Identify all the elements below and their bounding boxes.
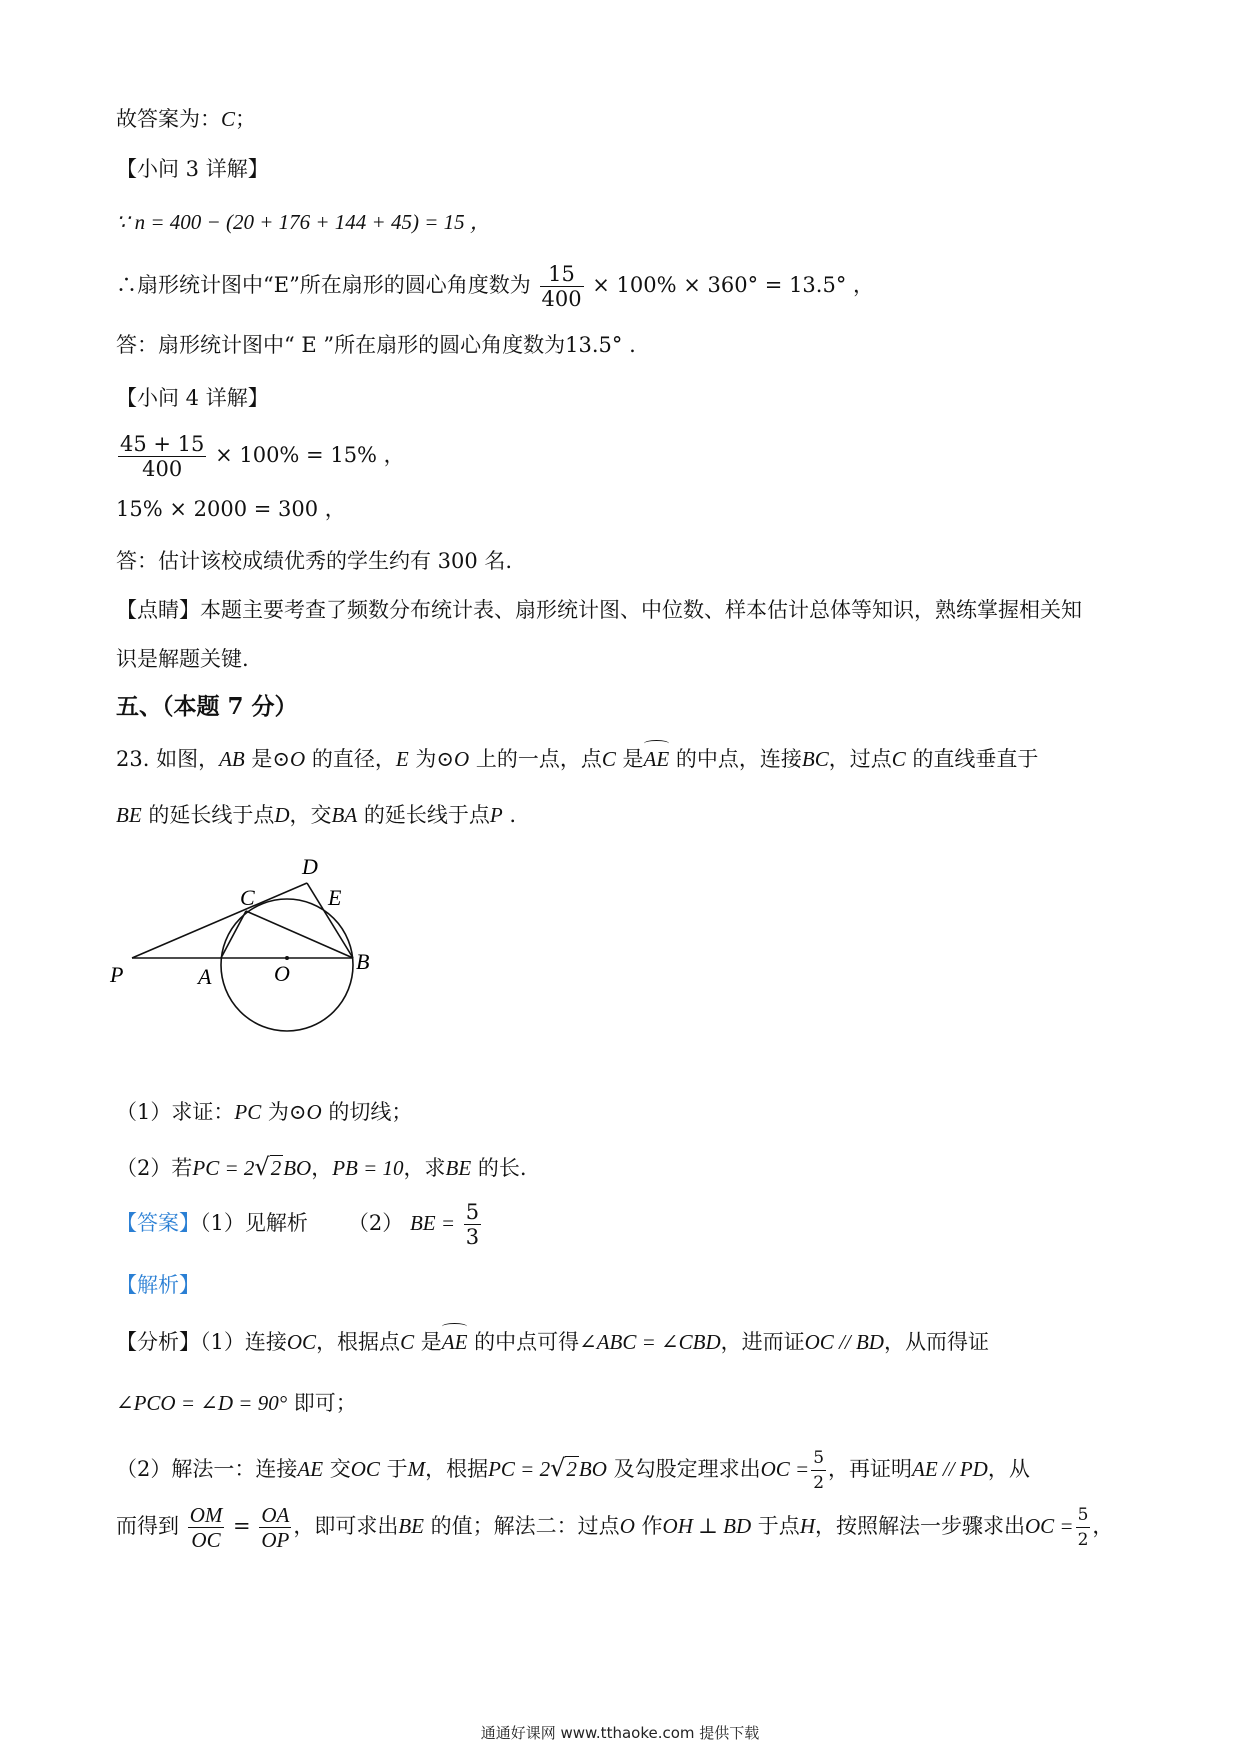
numerator: 5 bbox=[1076, 1503, 1091, 1528]
math: BE bbox=[398, 1514, 424, 1538]
sqrt-sign: √ bbox=[550, 1454, 566, 1482]
math: PC = 2 bbox=[192, 1156, 255, 1180]
arc-ae: AE bbox=[644, 744, 670, 774]
denominator: 400 bbox=[142, 457, 183, 481]
label-a: A bbox=[198, 964, 212, 989]
text: 即可； bbox=[287, 1391, 357, 1415]
math: H bbox=[799, 1514, 815, 1538]
math: O bbox=[619, 1514, 635, 1538]
text: （1）见解析 bbox=[200, 1211, 308, 1235]
text: 的延长线于点 bbox=[141, 803, 275, 827]
q4-equation-2: 15% × 2000 = 300 ， bbox=[116, 497, 346, 521]
text: 作 bbox=[634, 1514, 663, 1538]
math: PC bbox=[234, 1100, 262, 1124]
jiexi-tag: 【解析】 bbox=[116, 1273, 200, 1297]
sub-question-2 bbox=[116, 1152, 527, 1183]
label-c: C bbox=[240, 885, 255, 910]
q4-heading: 【小问 4 详解】 bbox=[116, 386, 269, 410]
text: 【分析】（1）连接 bbox=[116, 1330, 287, 1354]
denominator: OC bbox=[191, 1528, 221, 1552]
answer-line bbox=[116, 1200, 483, 1249]
text: ，求 bbox=[403, 1156, 446, 1180]
math: ∠ABC = ∠CBD bbox=[579, 1330, 721, 1354]
text: 的中点，连接 bbox=[669, 747, 802, 771]
text: ，根据 bbox=[425, 1457, 489, 1481]
text: （2） bbox=[347, 1211, 404, 1235]
text: 的长. bbox=[471, 1156, 527, 1180]
math: BE = bbox=[409, 1211, 456, 1235]
q3-answer: 答：扇形统计图中“ E ”所在扇形的圆心角度数为13.5° . bbox=[116, 333, 636, 357]
text: 的中点可得 bbox=[467, 1330, 580, 1354]
text: 的延长线于点 bbox=[357, 803, 490, 827]
footer-watermark: 通通好课网 www.tthaoke.com 提供下载 bbox=[480, 1724, 760, 1742]
text: 而得到 bbox=[116, 1514, 179, 1538]
text: 的切线； bbox=[321, 1100, 413, 1124]
label-p: P bbox=[110, 962, 124, 987]
fenxi-line-2 bbox=[116, 1388, 357, 1418]
sub-question-1 bbox=[116, 1097, 412, 1127]
math: E bbox=[395, 747, 409, 771]
numerator: 5 bbox=[811, 1446, 826, 1471]
q4-answer: 答：估计该校成绩优秀的学生约有 300 名. bbox=[116, 549, 513, 573]
text: . bbox=[502, 803, 517, 827]
solution-line-2 bbox=[116, 1503, 1113, 1552]
math: PC = 2 bbox=[488, 1457, 551, 1481]
numerator: 45 + 15 bbox=[120, 432, 205, 456]
center-dot bbox=[285, 956, 289, 960]
fraction bbox=[811, 1446, 826, 1495]
text: ，进而证 bbox=[720, 1330, 805, 1354]
math: BO bbox=[578, 1457, 607, 1481]
text: （2）解法一：连接 bbox=[116, 1457, 298, 1481]
answer-tag: 【答案】 bbox=[116, 1211, 200, 1235]
text: （1）求证： bbox=[116, 1100, 235, 1124]
text: 是⊙ bbox=[244, 747, 291, 771]
denominator: 400 bbox=[541, 287, 582, 311]
numerator: OA bbox=[261, 1503, 290, 1527]
sqrt-sign: √ bbox=[254, 1153, 270, 1181]
text: 交 bbox=[323, 1457, 351, 1481]
fraction bbox=[540, 262, 584, 311]
q4-equation-1 bbox=[116, 432, 405, 481]
text: 的直径， bbox=[305, 747, 396, 771]
question-23-line-2 bbox=[116, 800, 516, 830]
math: ∠PCO = ∠D = 90° bbox=[116, 1391, 288, 1415]
math: OC // BD bbox=[804, 1330, 884, 1354]
math: PB = 10 bbox=[332, 1156, 404, 1180]
text: ，根据点 bbox=[316, 1330, 401, 1354]
text: ，按照解法一步骤求出 bbox=[814, 1514, 1025, 1538]
math: M bbox=[407, 1457, 426, 1481]
fraction bbox=[464, 1200, 481, 1249]
text: ，过点 bbox=[828, 747, 892, 771]
text: 于点 bbox=[751, 1514, 800, 1538]
q3-equation-2 bbox=[116, 262, 874, 311]
text: ，从而得证 bbox=[883, 1330, 989, 1354]
fraction bbox=[1076, 1503, 1091, 1552]
text: ∴扇形统计图中“E”所在扇形的圆心角度数为 bbox=[116, 273, 531, 297]
math: C bbox=[891, 747, 906, 771]
geometry-figure bbox=[106, 845, 396, 1045]
numerator: 15 bbox=[540, 262, 584, 287]
text: 于 bbox=[379, 1457, 408, 1481]
answer-line-c bbox=[116, 104, 256, 134]
text: ，从 bbox=[987, 1457, 1030, 1481]
question-23-line-1 bbox=[116, 744, 1038, 774]
math: BE bbox=[445, 1156, 472, 1180]
text: （2）若 bbox=[116, 1156, 193, 1180]
dianjing-line-1: 【点睛】本题主要考查了频数分布统计表、扇形统计图、中位数、样本估计总体等知识，熟练掌握相关知 bbox=[116, 598, 1082, 622]
section-heading: 五、（本题 7 分） bbox=[116, 693, 298, 720]
math: OC = bbox=[1024, 1514, 1074, 1538]
text: 是 bbox=[414, 1330, 442, 1354]
denominator: 2 bbox=[813, 1473, 825, 1493]
math: BC bbox=[801, 747, 829, 771]
math: O bbox=[306, 1100, 322, 1124]
math: BO bbox=[283, 1156, 312, 1180]
fraction bbox=[188, 1503, 225, 1552]
q3-equation-1: ∵ n = 400 − (20 + 176 + 144 + 45) = 15 ， bbox=[116, 210, 491, 234]
math: OH ⊥ BD bbox=[662, 1514, 752, 1538]
solution-line-1 bbox=[116, 1446, 1030, 1495]
math: C bbox=[221, 107, 236, 131]
text: ， bbox=[311, 1156, 333, 1180]
text: 及勾股定理求出 bbox=[606, 1457, 761, 1481]
text: 的直线垂直于 bbox=[905, 747, 1039, 771]
math: BA bbox=[331, 803, 358, 827]
text: 上的一点，点 bbox=[469, 747, 602, 771]
label-b: B bbox=[356, 949, 370, 974]
dianjing-line-2: 识是解题关键. bbox=[116, 647, 249, 671]
math: P bbox=[489, 803, 503, 827]
text: ； bbox=[235, 107, 257, 131]
text: ，再证明 bbox=[828, 1457, 913, 1481]
text: 故答案为： bbox=[116, 107, 221, 131]
fraction bbox=[118, 432, 206, 481]
text: × 100% = 15% ， bbox=[215, 443, 405, 467]
math: OC bbox=[286, 1330, 317, 1354]
label-o: O bbox=[274, 961, 290, 986]
math: C bbox=[400, 1330, 415, 1354]
label-d: D bbox=[302, 854, 318, 879]
equals: = bbox=[233, 1514, 251, 1538]
q3-heading: 【小问 3 详解】 bbox=[116, 157, 269, 181]
denominator: 2 bbox=[1077, 1530, 1089, 1550]
denominator: OP bbox=[261, 1528, 290, 1552]
denominator: 3 bbox=[465, 1225, 480, 1249]
math: AB bbox=[219, 747, 245, 771]
math: OC bbox=[350, 1457, 380, 1481]
math: OC = bbox=[760, 1457, 810, 1481]
numerator: 5 bbox=[465, 1200, 480, 1224]
text: 为⊙ bbox=[261, 1100, 307, 1124]
math: O bbox=[290, 747, 306, 771]
fenxi-line-1 bbox=[116, 1327, 989, 1357]
text: × 100% × 360° = 13.5° ， bbox=[592, 273, 874, 297]
text: ，即可求出 bbox=[293, 1514, 399, 1538]
math: C bbox=[601, 747, 616, 771]
sqrt-content: 2 bbox=[270, 1156, 282, 1180]
math: BE bbox=[116, 803, 142, 827]
fraction bbox=[259, 1503, 291, 1552]
sqrt-content: 2 bbox=[566, 1457, 577, 1481]
math: O bbox=[453, 747, 470, 771]
text: 23. 如图， bbox=[116, 747, 220, 771]
text: 是 bbox=[615, 747, 644, 771]
math: D bbox=[274, 803, 290, 827]
text: ， bbox=[1092, 1514, 1114, 1538]
text: 的值；解法二：过点 bbox=[424, 1514, 620, 1538]
math: AE // PD bbox=[912, 1457, 988, 1481]
line-cb bbox=[246, 911, 353, 958]
label-e: E bbox=[328, 885, 342, 910]
text: 为⊙ bbox=[408, 747, 454, 771]
math: AE bbox=[297, 1457, 324, 1481]
arc-ae: AE bbox=[442, 1327, 468, 1357]
numerator: OM bbox=[189, 1503, 223, 1527]
line-pd bbox=[132, 883, 307, 958]
text: ，交 bbox=[289, 803, 332, 827]
